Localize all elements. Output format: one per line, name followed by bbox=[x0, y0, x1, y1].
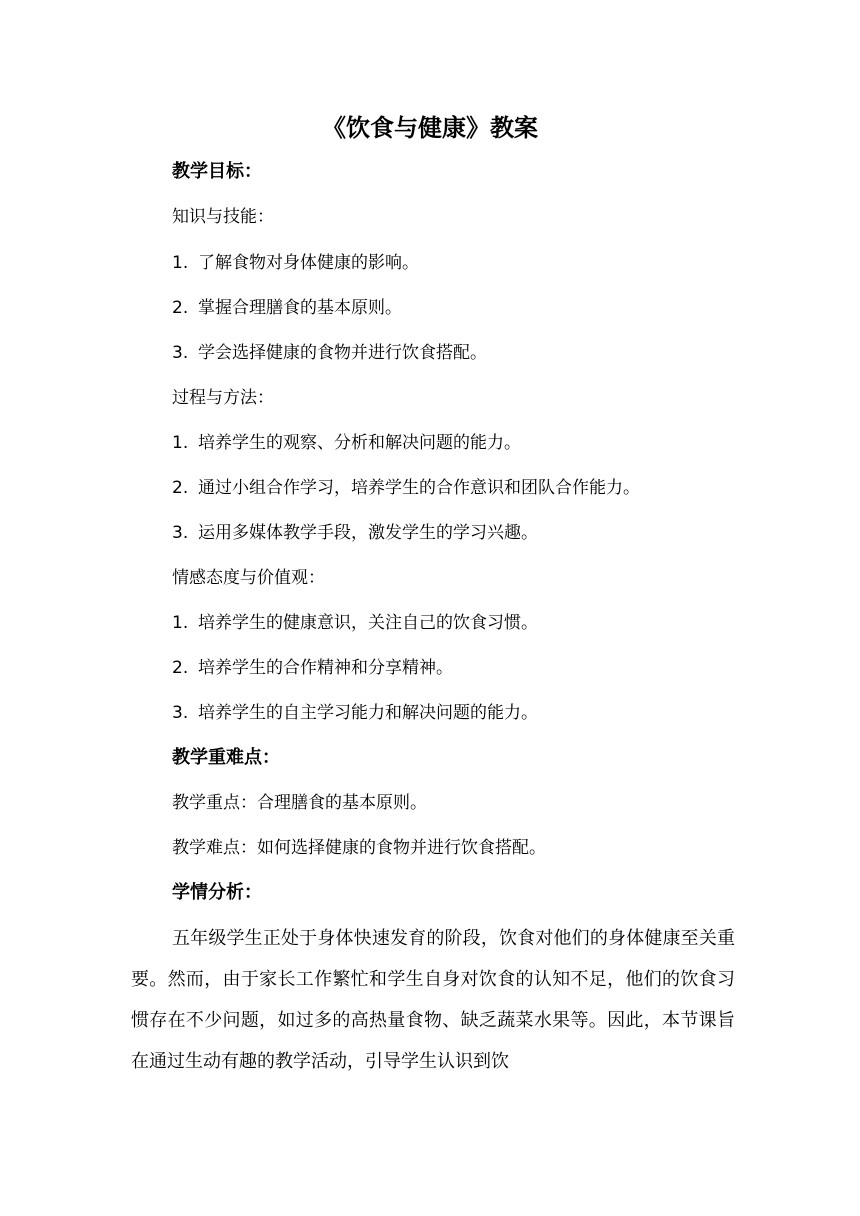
process-methods-label: 过程与方法： bbox=[172, 388, 274, 408]
list-item bbox=[172, 341, 487, 365]
list-item bbox=[172, 701, 538, 725]
list-item bbox=[172, 476, 640, 500]
knowledge-skills-label: 知识与技能： bbox=[172, 207, 274, 227]
list-text: 学会选择健康的食物并进行饮食搭配。 bbox=[198, 343, 487, 363]
list-item bbox=[172, 656, 453, 680]
list-item bbox=[172, 521, 538, 545]
list-number: 3. bbox=[172, 523, 189, 543]
list-number: 3. bbox=[172, 343, 189, 363]
teaching-focus: 教学重点：合理膳食的基本原则。 bbox=[172, 793, 427, 813]
list-item bbox=[172, 431, 521, 455]
list-number: 1. bbox=[172, 253, 189, 273]
objectives-heading: 教学目标： bbox=[172, 161, 262, 182]
list-text: 掌握合理膳食的基本原则。 bbox=[198, 298, 402, 318]
list-text: 培养学生的健康意识，关注自己的饮食习惯。 bbox=[198, 613, 538, 633]
analysis-paragraph: 五年级学生正处于身体快速发育的阶段，饮食对他们的身体健康至关重要。然而，由于家长工作繁忙和学生自身对饮食的认知不足，他们的饮食习惯存在不少问题，如过多的高热量食物、缺乏蔬菜水果等。因此，本节课旨在通过生动有趣的教学活动，引导学生认识到饮 bbox=[131, 928, 735, 1072]
list-text: 培养学生的合作精神和分享精神。 bbox=[198, 658, 453, 678]
list-text: 了解食物对身体健康的影响。 bbox=[198, 253, 419, 273]
list-text: 运用多媒体教学手段，激发学生的学习兴趣。 bbox=[198, 523, 538, 543]
list-number: 3. bbox=[172, 703, 189, 723]
list-number: 2. bbox=[172, 658, 189, 678]
list-number: 2. bbox=[172, 478, 189, 498]
list-text: 通过小组合作学习，培养学生的合作意识和团队合作能力。 bbox=[198, 478, 640, 498]
emotion-values-label: 情感态度与价值观： bbox=[172, 568, 325, 588]
list-number: 1. bbox=[172, 613, 189, 633]
list-item bbox=[172, 611, 538, 635]
list-item bbox=[172, 251, 419, 275]
list-number: 2. bbox=[172, 298, 189, 318]
document-title: 《饮食与健康》教案 bbox=[322, 114, 538, 142]
list-number: 1. bbox=[172, 433, 189, 453]
key-points-heading: 教学重难点： bbox=[172, 747, 280, 768]
teaching-difficulty: 教学难点：如何选择健康的食物并进行饮食搭配。 bbox=[172, 838, 546, 858]
list-text: 培养学生的自主学习能力和解决问题的能力。 bbox=[198, 703, 538, 723]
analysis-heading: 学情分析： bbox=[172, 882, 262, 903]
list-text: 培养学生的观察、分析和解决问题的能力。 bbox=[198, 433, 521, 453]
list-item bbox=[172, 296, 402, 320]
